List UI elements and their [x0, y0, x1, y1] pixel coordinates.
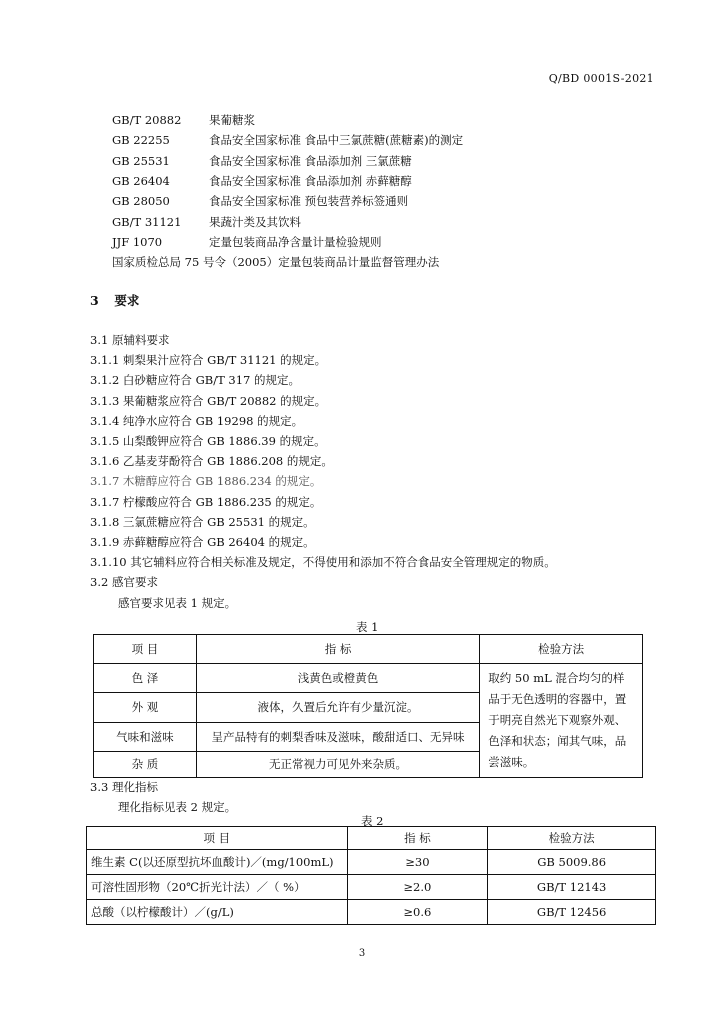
table-row — [87, 875, 656, 900]
reference-code: GB 28050 — [112, 194, 170, 209]
table-cell-spec: ≥2.0 — [347, 875, 488, 900]
sensory-table — [93, 634, 643, 778]
reference-title: 果蔬汁类及其饮料 — [209, 214, 301, 229]
reference-item — [112, 110, 672, 130]
table-cell-item: 可溶性固形物（20℃折光计法）／（ %） — [87, 875, 348, 900]
reference-code: GB/T 20882 — [112, 113, 182, 128]
clause: 3.1.2 白砂糖应符合 GB/T 317 的规定。 — [90, 373, 301, 388]
requirements-clauses — [90, 330, 670, 613]
reference-code: GB 25531 — [112, 153, 170, 168]
table-cell-method: GB/T 12143 — [488, 875, 656, 900]
reference-title: 国家质检总局 75 号令（2005）定量包装商品计量监督管理办法 — [112, 255, 440, 270]
table-cell-spec: ≥0.6 — [347, 900, 488, 925]
physicochemical-table — [86, 826, 656, 925]
reference-title: 食品安全国家标准 食品添加剂 三氯蔗糖 — [209, 153, 412, 168]
reference-title: 果葡糖浆 — [209, 113, 255, 128]
table-header-cell: 检验方法 — [488, 827, 656, 850]
table-row — [87, 900, 656, 925]
table-cell-spec: ≥30 — [347, 850, 488, 875]
table-cell-spec: 无正常视力可见外来杂质。 — [196, 751, 479, 777]
clause: 3.1.3 果葡糖浆应符合 GB/T 20882 的规定。 — [90, 393, 327, 408]
clause: 3.1 原辅料要求 — [90, 333, 170, 348]
table-cell-method: 取约 50 mL 混合均匀的样品于无色透明的容器中，置于明亮自然光下观察外观、色泽和状态；闻其气味，品尝滋味。 — [480, 664, 643, 778]
table-row — [94, 664, 643, 693]
table-cell-method: GB 5009.86 — [488, 850, 656, 875]
reference-title: 食品安全国家标准 食品中三氯蔗糖(蔗糖素)的测定 — [209, 133, 464, 148]
clause: 感官要求见表 1 规定。 — [118, 595, 237, 610]
table-cell-method: GB/T 12456 — [488, 900, 656, 925]
clause: 3.1.9 赤藓糖醇应符合 GB 26404 的规定。 — [90, 534, 315, 549]
table-header-cell: 项 目 — [94, 635, 197, 664]
reference-code: GB/T 31121 — [112, 214, 182, 229]
table2-caption: 表 2 — [361, 814, 384, 828]
reference-item — [112, 130, 672, 150]
table-header-cell: 项 目 — [87, 827, 348, 850]
reference-item — [112, 191, 672, 211]
clause: 3.1.7 柠檬酸应符合 GB 1886.235 的规定。 — [90, 494, 322, 509]
reference-item — [112, 232, 672, 252]
table-row — [87, 850, 656, 875]
section-heading: 3.3 理化指标 — [90, 780, 158, 794]
clause: 3.1.1 刺梨果汁应符合 GB/T 31121 的规定。 — [90, 353, 327, 368]
table1-caption: 表 1 — [356, 620, 379, 634]
table-header-cell: 指 标 — [347, 827, 488, 850]
reference-code: GB 26404 — [112, 174, 170, 189]
clause: 3.1.10 其它辅料应符合相关标准及规定，不得使用和添加不符合食品安全管理规定的物质。 — [90, 555, 556, 570]
reference-code: JJF 1070 — [112, 234, 163, 249]
reference-item — [112, 211, 672, 231]
section-intro: 理化指标见表 2 规定。 — [118, 800, 237, 814]
table-cell-spec: 液体，久置后允许有少量沉淀。 — [196, 693, 479, 722]
section-heading — [90, 291, 139, 309]
physicochemical-section — [90, 777, 236, 817]
clause: 3.2 感官要求 — [90, 575, 158, 590]
table-cell-item: 气味和滋味 — [94, 722, 197, 751]
table-header-cell: 检验方法 — [480, 635, 643, 664]
reference-title: 定量包装商品净含量计量检验规则 — [209, 234, 382, 249]
reference-item — [112, 252, 672, 272]
table-cell-item: 维生素 C(以还原型抗坏血酸计)／(mg/100mL) — [87, 850, 348, 875]
reference-item — [112, 151, 672, 171]
clause: 3.1.7 木糖醇应符合 GB 1886.234 的规定。 — [90, 474, 322, 489]
normative-references — [112, 110, 672, 272]
clause: 3.1.8 三氯蔗糖应符合 GB 25531 的规定。 — [90, 514, 315, 529]
reference-item — [112, 171, 672, 191]
clause: 3.1.6 乙基麦芽酚符合 GB 1886.208 的规定。 — [90, 454, 333, 469]
table-cell-spec: 浅黄色或橙黄色 — [196, 664, 479, 693]
document-code: Q/BD 0001S-2021 — [548, 72, 654, 85]
clause: 3.1.4 纯净水应符合 GB 19298 的规定。 — [90, 413, 304, 428]
table-cell-spec: 呈产品特有的刺梨香味及滋味，酸甜适口、无异味 — [196, 722, 479, 751]
table-header-cell: 指 标 — [196, 635, 479, 664]
table-cell-item: 色 泽 — [94, 664, 197, 693]
clause: 3.1.5 山梨酸钾应符合 GB 1886.39 的规定。 — [90, 434, 326, 449]
table-cell-item: 总酸（以柠檬酸计）／(g/L) — [87, 900, 348, 925]
table-cell-item: 外 观 — [94, 693, 197, 722]
section-number: 3 — [90, 293, 99, 308]
reference-title: 食品安全国家标准 食品添加剂 赤藓糖醇 — [209, 174, 412, 189]
section-title: 要求 — [114, 293, 140, 308]
page-number: 3 — [358, 948, 366, 959]
reference-code: GB 22255 — [112, 133, 170, 148]
table-header-row — [94, 635, 643, 664]
reference-title: 食品安全国家标准 预包装营养标签通则 — [209, 194, 409, 209]
table-cell-item: 杂 质 — [94, 751, 197, 777]
table-header-row — [87, 827, 656, 850]
